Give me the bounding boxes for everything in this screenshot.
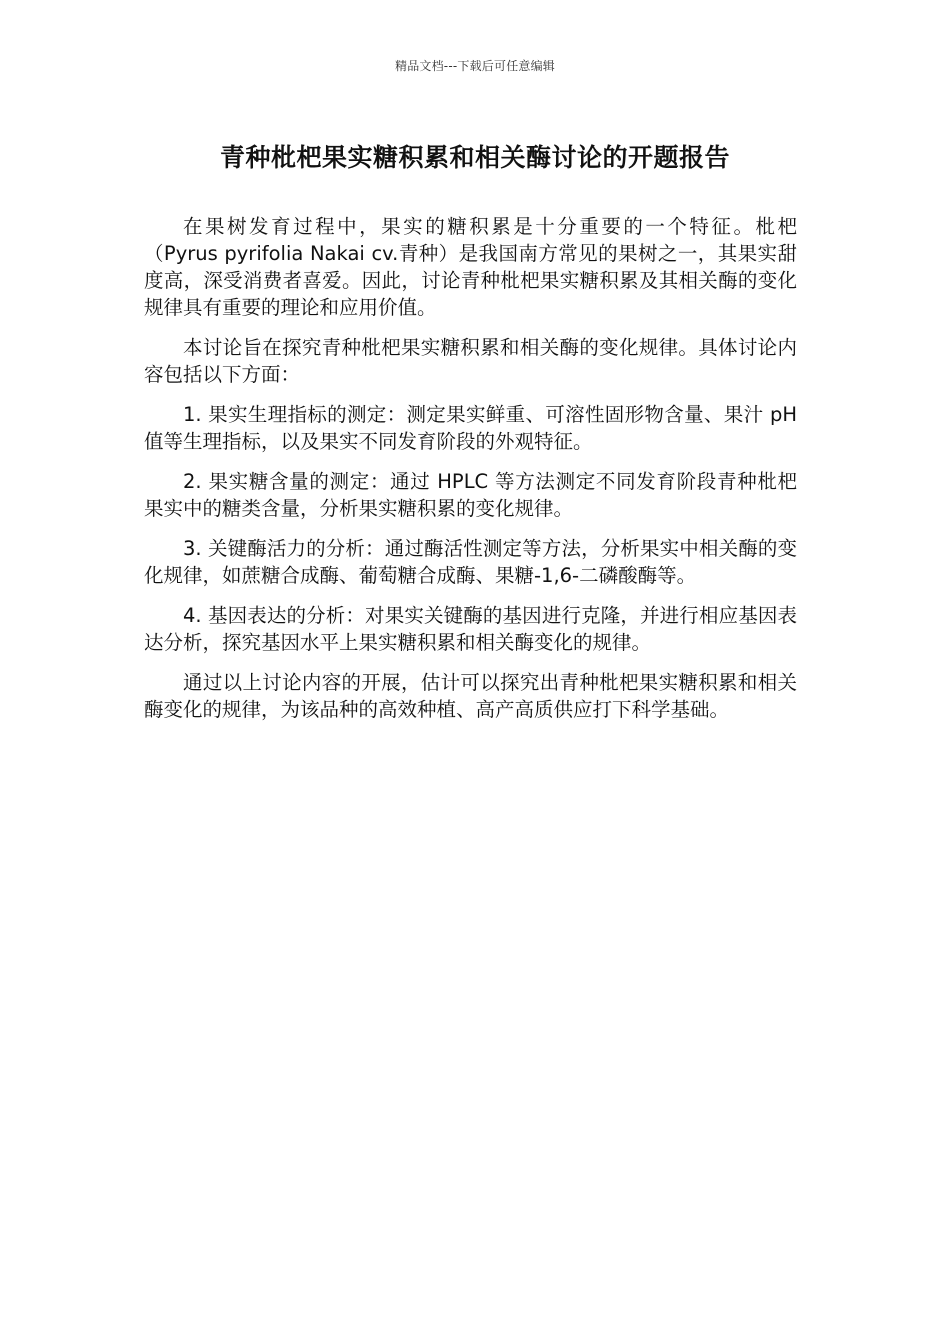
document-title: 青种枇杷果实糖积累和相关酶讨论的开题报告	[219, 143, 730, 172]
paragraph-item-2: 2. 果实糖含量的测定：通过 HPLC 等方法测定不同发育阶段青种枇杷果实中的糖类含量，分析果实糖积累的变化规律。	[144, 470, 797, 520]
paragraph-intro: 在果树发育过程中，果实的糖积累是十分重要的一个特征。枇杷（Pyrus pyrifolia Nakai cv.青种）是我国南方常见的果树之一，其果实甜度高，深受消费者喜爱。因此，讨论青种枇杷果实糖积累及其相关酶的变化规律具有重要的理论和应用价值。	[144, 215, 797, 319]
paragraph-item-1: 1. 果实生理指标的测定：测定果实鲜重、可溶性固形物含量、果汁 pH 值等生理指标，以及果实不同发育阶段的外观特征。	[144, 403, 797, 453]
paragraph-item-3: 3. 关键酶活力的分析：通过酶活性测定等方法，分析果实中相关酶的变化规律，如蔗糖合成酶、葡萄糖合成酶、果糖-1,6-二磷酸酶等。	[144, 537, 797, 587]
paragraph-conclusion: 通过以上讨论内容的开展，估计可以探究出青种枇杷果实糖积累和相关酶变化的规律，为该品种的高效种植、高产高质供应打下科学基础。	[144, 671, 797, 721]
document-body	[144, 213, 797, 736]
paragraph-item-4: 4. 基因表达的分析：对果实关键酶的基因进行克隆，并进行相应基因表达分析，探究基因水平上果实糖积累和相关酶变化的规律。	[144, 604, 797, 654]
header-note: 精品文档---下载后可任意编辑	[395, 59, 555, 73]
paragraph-aim: 本讨论旨在探究青种枇杷果实糖积累和相关酶的变化规律。具体讨论内容包括以下方面：	[144, 336, 797, 386]
